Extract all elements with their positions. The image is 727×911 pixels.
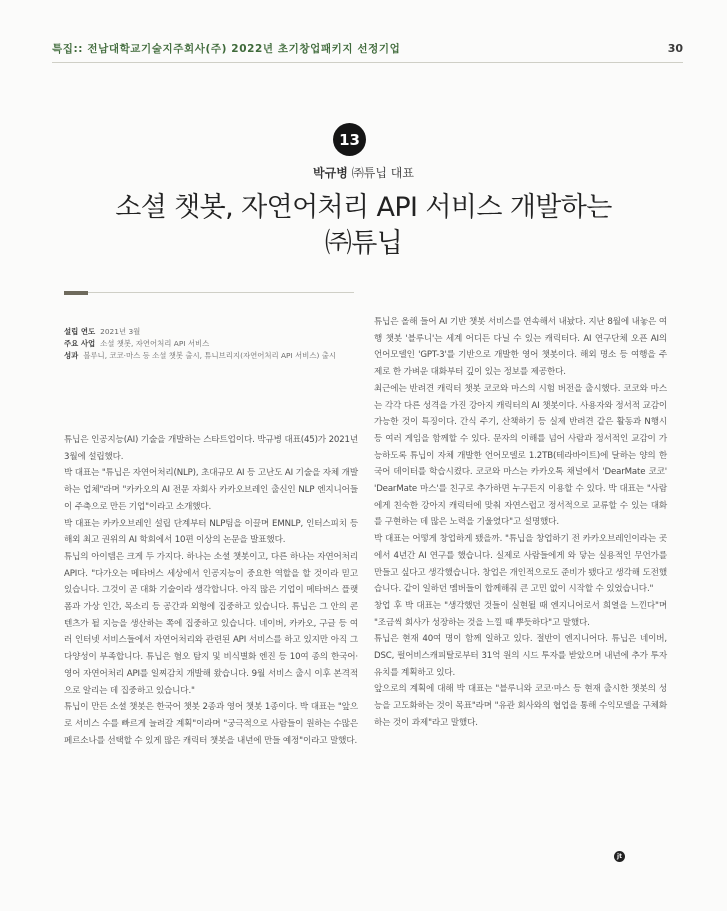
page-header	[52, 38, 683, 58]
article-headline	[40, 190, 687, 262]
headline-line-2: ㈜튜닙	[324, 228, 403, 259]
body-paragraph: 박 대표는 카카오브레인 설립 단계부터 NLP팀을 이끌며 EMNLP, 인터스피치 등 해외 최고 권위의 AI 학회에서 10편 이상의 논문을 발표했다.	[64, 518, 358, 546]
author-byline	[0, 164, 727, 181]
info-founded	[64, 326, 356, 338]
body-paragraph: 박 대표는 "튜닙은 자연어처리(NLP), 초대규모 AI 등 고난도 AI 기술을 자체 개발하는 업체"라며 "카카오의 AI 전문 자회사 카카오브레인 출신인 NLP 엔지니어들이 주축으로 만든 기업"이라고 소개했다.	[64, 468, 358, 512]
info-results-value: 블루니, 코코·마스 등 소셜 챗봇 출시, 튜니브리지(자연어처리 API 서비스) 출시	[83, 351, 336, 360]
body-paragraph: 튜닙의 아이템은 크게 두 가지다. 하나는 소셜 챗봇이고, 다른 하나는 자연어처리 API다. "다가오는 메타버스 세상에서 인공지능이 중요한 역할을 할 것이라 믿고 있습니다. 그것이 곧 대화 기술이라 생각합니다. 아직 많은 기업이 메타버스 플랫폼과 가상 인간, 목소리 등 공간과 외형에 집중하고 있습니다. 튜닙은 그 안의 콘텐츠가 될 지능을 생산하는 쪽에 집중하고 있습니다. 네이버, 카카오, 구글 등 여러 인터넷 서비스들에서 자연어처리와 관련된 API 서비스를 하고 있지만 아직 그 다양성이 부족합니다. 튜닙은 혐오 탐지 및 비식별화 엔진 등 10여 종의 한국어·영어 자연어처리 API를 일찌감치 개발해 왔습니다. 9월 서비스 출시 이후 본격적으로 알리는 데 집중하고 있습니다."	[64, 551, 358, 696]
company-info-box	[64, 326, 356, 362]
article-body-right-column	[374, 314, 667, 732]
info-divider	[88, 292, 354, 293]
article-end-icon: jt	[614, 851, 625, 862]
body-paragraph: 박 대표는 어떻게 창업하게 됐을까. "튜닙을 창업하기 전 카카오브레인이라는 곳에서 4년간 AI 연구를 했습니다. 실제로 사람들에게 와 닿는 실용적인 무언가를 만들고 싶다고 생각했습니다. 창업은 개인적으로도 준비가 됐다고 생각해 도전했습니다. 같이 일하던 멤버들이 합께해줘 큰 고민 없이 시작할 수 있었습니다."	[374, 534, 667, 595]
article-body-left-column	[64, 432, 358, 749]
section-title: 특집:: 전남대학교기술지주회사(주) 2022년 초기창업패키지 선정기업	[52, 42, 401, 55]
headline-line-1: 소셜 챗봇, 자연어처리 API 서비스 개발하는	[115, 192, 612, 223]
header-divider	[52, 62, 683, 63]
body-paragraph: 튜닙이 만든 소셜 챗봇은 한국어 챗봇 2종과 영어 챗봇 1종이다. 박 대표는 "앞으로 서비스 수를 빠르게 늘려갈 계획"이라며 "궁극적으로 사람들이 원하는 수많은 페르소나를 선택할 수 있게 많은 캐릭터 챗봇을 내년에 만들 예정"이라고 말했다.	[64, 702, 358, 746]
info-business	[64, 338, 356, 350]
info-results-label: 성과	[64, 351, 79, 360]
article-number-badge: 13	[333, 123, 366, 156]
info-founded-value: 2021년 3월	[100, 327, 141, 336]
body-paragraph: 튜닙은 올해 들어 AI 기반 챗봇 서비스를 연속해서 내놨다. 지난 8월에 내놓은 여행 챗봇 '블루니'는 세계 어디든 다닐 수 있는 캐릭터다. AI 연구단체 오픈 AI의 언어모델인 'GPT-3'를 기반으로 개발한 영어 챗봇이다. 해외 명소 등 여행을 주제로 한 가벼운 대화부터 깊이 있는 정보를 제공한다.	[374, 317, 667, 378]
body-paragraph: 앞으로의 계획에 대해 박 대표는 "블루니와 코코·마스 등 현재 출시한 챗봇의 성능을 고도화하는 것이 목표"라며 "유관 회사와의 협업을 통해 수익모델을 구체화하는 것이 과제"라고 말했다.	[374, 684, 667, 728]
info-accent-bar	[64, 291, 88, 295]
info-business-value: 소셜 챗봇, 자연어처리 API 서비스	[100, 339, 210, 348]
page-number: 30	[667, 41, 683, 55]
body-paragraph: 창업 후 박 대표는 "생각했던 것들이 실현될 때 엔지니어로서 희열을 느낀다"며 "조금씩 회사가 성장하는 것을 느낄 때 뿌듯하다"고 말했다.	[374, 600, 667, 628]
body-paragraph: 최근에는 반려견 캐릭터 챗봇 코코와 마스의 시험 버전을 출시했다. 코코와 마스는 각각 다른 성격을 가진 강아지 캐릭터의 AI 챗봇이다. 사용자와 정서적 교감이 가능한 것이 특징이다. 간식 주기, 산책하기 등 실제 반려견 같은 활동과 N행시 등 여러 게임을 함께할 수 있다. 문자의 이해를 넘어 사람과 정서적인 교감이 가능하도록 튜닙이 자체 개발한 언어모델로 1.2TB(테라바이트)에 달하는 양의 한국어 데이터를 학습시켰다. 코코와 마스는 카카오톡 채널에서 'DearMate 코코' 'DearMate 마스'를 친구로 추가하면 누구든지 이용할 수 있다. 박 대표는 "사람에게 친숙한 강아지 캐릭터에 맞춰 자연스럽고 정서적으로 교류할 수 있는 대화를 구현하는 데 많은 노력을 기울였다"고 설명했다.	[374, 383, 667, 528]
author-name: 박규병	[313, 166, 348, 180]
body-paragraph: 튜닙은 인공지능(AI) 기술을 개발하는 스타트업이다. 박규병 대표(45)가 2021년 3월에 설립했다.	[64, 435, 358, 462]
info-results	[64, 350, 356, 362]
author-title: ㈜튜닙 대표	[351, 166, 414, 180]
info-founded-label: 설립 연도	[64, 327, 96, 336]
body-paragraph: 튜닙은 현재 40여 명이 함께 일하고 있다. 절반이 엔지니어다. 튜닙은 네이버, DSC, 펄어비스캐피탈로부터 31억 원의 시드 투자를 받았으며 내년에 추가 투자 유치를 계획하고 있다.	[374, 634, 667, 678]
info-business-label: 주요 사업	[64, 339, 96, 348]
